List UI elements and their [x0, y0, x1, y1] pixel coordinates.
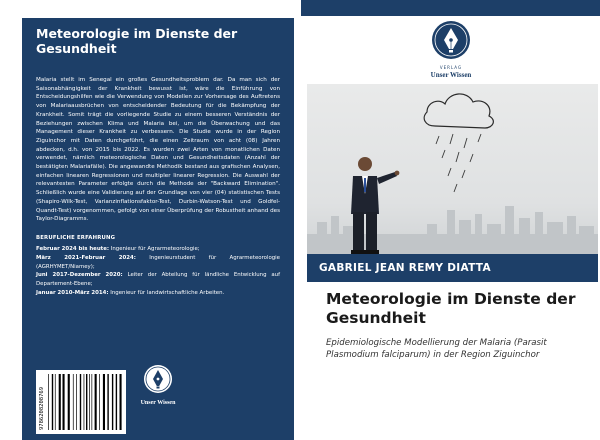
barcode-bar — [112, 374, 113, 430]
isbn-barcode — [36, 370, 126, 434]
front-cover — [301, 0, 600, 440]
back-cover-blurb: Malaria stellt im Senegal ein großes Gesundheitsproblem dar. Da man sich der Saisonabhängigkeit der Krankheit bewusst ist, wäre die Einführung von Entscheidungshilfen wie die Verwendung von Modellen zur Vorhersage des Auftretens von Malariaausbrüchen von entscheidender Bedeutung für die Bekämpfung der Krankheit. Somit trägt die vorliegende Studie zu einem besseren Verständnis der Beziehungen zwischen Klima und Malaria bei, um die Überwachung und das Management dieser Krankheit zu verbessern. Die Studie wurde in der Region Ziguinchor mit Daten durchgeführt, die einen Zeitraum von acht (08) Jahren abdecken, d.h. von 2015 bis 2022. Es wurden zwei Arten von monatlichen Daten verwendet, nämlich meteorologische Daten und Gesundheitsdaten (Anzahl der bestätigten Malariafälle). Die angewandte Methodik bestand aus grafischen Analysen, einfachen linearen Regressionen und multipler linearer Regression. Die Auswahl der relevantesten Parameter erfolgte durch die Methode der "Backward Elimination". Schließlich wurde eine Validierung auf der Grundlage von vier (04) statistischen Tests (Shapiro-Wilk-Test, Varianzinflationsfaktor-Test, Durbin-Watson-Test und Goldfel-Quandt-Test) vorgenommen, gefolgt von einer Überprüfung der Robustheit anhand des Taylor-Diagramms. — [36, 77, 280, 223]
back-publisher-logo — [136, 364, 180, 406]
barcode-bar — [59, 374, 61, 430]
barcode-bar — [80, 374, 81, 430]
author-name: GABRIEL JEAN REMY DIATTA — [319, 262, 491, 274]
experience-list — [36, 245, 280, 298]
barcode-bar — [120, 374, 122, 430]
barcode-bar — [55, 374, 56, 430]
experience-item: Juni 2017-Dezember 2020: Leiter der Abteilung für ländliche Entwicklung auf Departement-Ebene; — [36, 272, 280, 288]
pen-nib-circle-icon — [143, 364, 173, 394]
barcode-bar — [89, 374, 90, 430]
front-cover-subtitle: Epidemiologische Modellierung der Malaria (Parasit Plasmodium falciparum) in der Region Ziguinchor — [326, 338, 547, 360]
experience-item: März 2021-Februar 2024: Ingenieurstudent für Agrarmeteorologie (AGRHYMET/Niamey); — [36, 254, 280, 270]
barcode-digits: 9786208208769 — [39, 386, 45, 430]
barcode-bar — [68, 374, 70, 430]
back-cover — [22, 18, 294, 440]
publisher-name: Unser Wissen — [430, 71, 472, 79]
front-publisher-logo — [425, 20, 477, 79]
barcode-bar — [76, 374, 77, 430]
front-cover-title: Meteorologie im Dienste der Gesundheit — [326, 290, 576, 327]
back-cover-title: Meteorologie im Dienste der Gesundheit — [36, 26, 238, 56]
barcode-bar — [116, 374, 117, 430]
barcode-bar — [92, 374, 93, 430]
barcode-bar — [99, 374, 100, 430]
top-band — [301, 0, 600, 16]
author-band — [307, 254, 598, 282]
experience-heading: BERUFLICHE ERFAHRUNG — [36, 235, 116, 241]
spine — [294, 0, 301, 440]
pen-nib-circle-icon — [431, 20, 471, 60]
publisher-label: VERLAG — [439, 65, 463, 70]
barcode-bar — [73, 374, 74, 430]
barcode-bar — [84, 374, 85, 430]
barcode-bar — [95, 374, 97, 430]
experience-item: Februar 2024 bis heute: Ingenieur für Agrarmeteorologie; — [36, 246, 200, 252]
barcode-bar — [63, 374, 65, 430]
publisher-name: Unser Wissen — [140, 400, 176, 406]
barcode-bar — [103, 374, 105, 430]
barcode-bar — [48, 374, 49, 430]
barcode-bar — [86, 374, 87, 430]
barcode-bar — [107, 374, 108, 430]
barcode-bar — [52, 374, 53, 430]
cover-illustration — [307, 84, 598, 254]
experience-item: Januar 2010-März 2014: Ingenieur für landwirtschaftliche Arbeiten. — [36, 289, 225, 296]
